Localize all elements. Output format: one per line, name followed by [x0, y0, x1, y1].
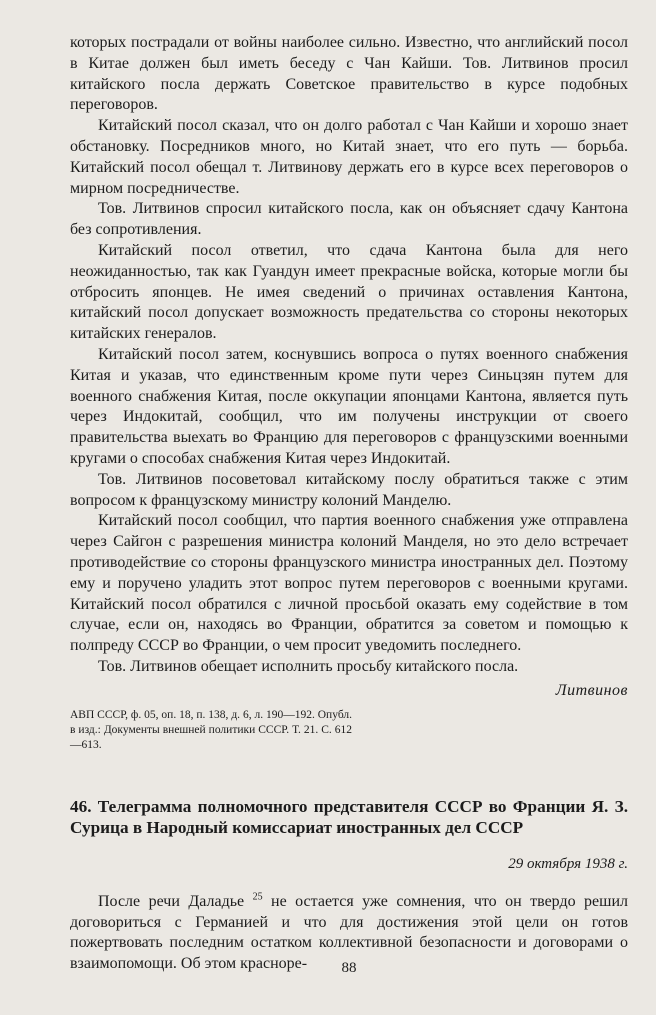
archive-source-note: АВП СССР, ф. 05, оп. 18, п. 138, д. 6, л. 190—192. Опубл. в изд.: Документы внешней политики СССР. Т. 21. С. 612—613.: [70, 708, 352, 751]
paragraph: которых пострадали от войны наиболее сильно. Известно, что английский посол в Китае должен был иметь беседу с Чан Кайши. Тов. Литвинов просил китайского посла держать Советское правительство в курсе подобных переговоров.: [70, 34, 628, 114]
paragraph: Тов. Литвинов спросил китайского посла, как он объясняет сдачу Кантона без сопротивления.: [70, 200, 628, 239]
footnote-reference[interactable]: 25: [252, 891, 263, 903]
paragraph: Китайский посол затем, коснувшись вопроса о путях военного снабжения Китая и указав, что единственным кроме пути через Синьцзян путем для военного снабжения Китая, после оккупации японцами Кантона, является путь через Индокитай, сообщил, что им получены инструкции от своего правительства выехать во Францию для переговоров с французскими военными кругами о способах снабжения Китая через Индокитай.: [70, 345, 628, 467]
paragraph: Китайский посол сказал, что он долго работал с Чан Кайши и хорошо знает обстановку. Посредников много, но Китай знает, что его путь — борьба. Китайский посол обещал т. Литвинову держать его в курсе всех переговоров о мирном посредничестве.: [70, 117, 628, 197]
document-date: 29 октября 1938 г.: [508, 855, 628, 872]
document-title: 46. Телеграмма полномочного представителя СССР во Франции Я. З. Сурица в Народный комиссариат иностранных дел СССР: [70, 796, 628, 837]
paragraph-text-start: После речи Даладье: [98, 892, 245, 910]
paragraph-text-end: не остается уже сомнения, что он твердо решил договориться с Германией и что для достижения этой цели он готов пожертвовать последним остатком коллективной безопасности и договорами о взаимопомощи. Об этом красноре-: [70, 892, 629, 973]
paragraph: Китайский посол сообщил, что партия военного снабжения уже отправлена через Сайгон с разрешения министра колоний Манделя, но это дело встречает противодействие со стороны французского министра иностранных дел. Поэтому ему и поручено уладить этот вопрос путем переговоров с военными кругами. Китайский посол обратился с личной просьбой оказать ему содействие в том случае, если он, находясь во Франции, обратится за советом и помощью к полпреду СССР во Франции, о чем просит уведомить последнего.: [70, 512, 628, 655]
paragraph: Тов. Литвинов посоветовал китайскому послу обратиться также с этим вопросом к французскому министру колоний Манделю.: [70, 470, 628, 509]
paragraph: Китайский посол ответил, что сдача Кантона была для него неожиданностью, так как Гуандун имеет прекрасные войска, которые могли бы отбросить японцев. Не имея сведений о причинах оставления Кантона, китайский посол допускает возможность предательства со стороны некоторых китайских генералов.: [70, 241, 628, 343]
paragraph: Тов. Литвинов обещает исполнить просьбу китайского посла.: [98, 657, 519, 675]
signature: Литвинов: [555, 681, 628, 699]
previous-document-text: [70, 33, 628, 678]
page-number: 88: [341, 960, 357, 976]
